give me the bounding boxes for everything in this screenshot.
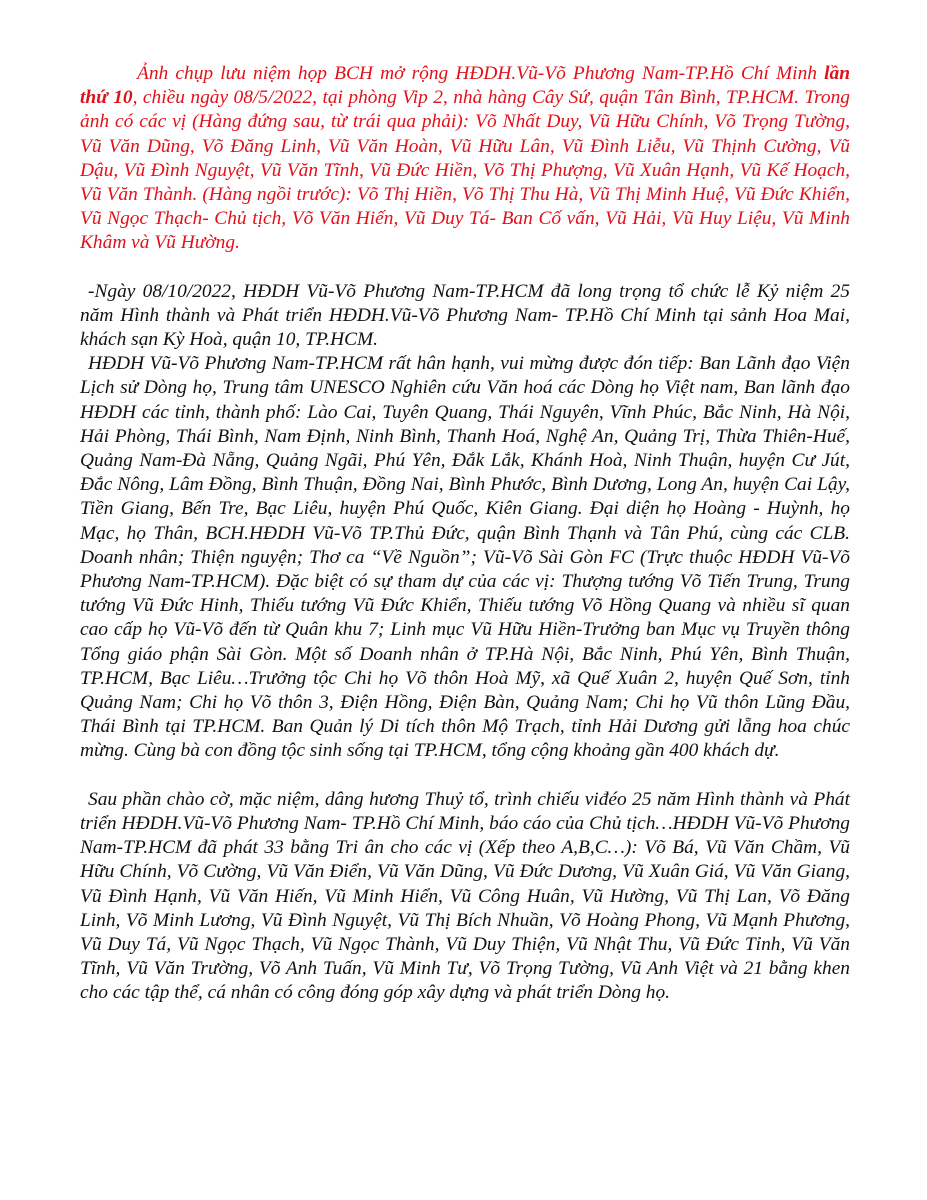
document-page — [80, 62, 850, 1006]
caption-text-end: , chiều ngày 08/5/2022, tại phòng Vip 2, nhà hàng Cây Sứ, quận Tân Bình, TP.HCM. Trong ảnh có các vị (Hàng đứng sau, từ trái qua phải): Võ Nhất Duy, Vũ Hữu Chính, Võ Trọng Tường, Vũ Văn Dũng, Võ Đăng Linh, Vũ Văn Hoàn, Vũ Hữu Lân, Vũ Đình Liễu, Vũ Thịnh Cường, Vũ Dậu, Vũ Đình Nguyệt, Vũ Văn Tĩnh, Vũ Đức Hiền, Võ Thị Phượng, Vũ Xuân Hạnh, Vũ Kế Hoạch, Vũ Văn Thành. (Hàng ngồi trước): Võ Thị Hiền, Võ Thị Thu Hà, Vũ Thị Minh Huệ, Vũ Đức Khiển, Vũ Ngọc Thạch- Chủ tịch, Võ Văn Hiến, Vũ Duy Tá- Ban Cố vấn, Vũ Hải, Vũ Huy Liệu, Vũ Minh Khâm và Vũ Hường. — [80, 87, 851, 254]
paragraph-spacer — [80, 764, 850, 788]
caption-bold-text: lần thứ 10 — [80, 63, 850, 109]
paragraph-guests: HĐDH Vũ-Võ Phương Nam-TP.HCM rất hân hạnh, vui mừng được đón tiếp: Ban Lãnh đạo Viện Lịch sử Dòng họ, Trung tâm UNESCO Nghiên cứu Văn hoá các Dòng họ Việt nam, Ban lãnh đạo HĐDH các tỉnh, thành phố: Lào Cai, Tuyên Quang, Thái Nguyên, Vĩnh Phúc, Bắc Ninh, Hà Nội, Hải Phòng, Thái Bình, Nam Định, Ninh Bình, Thanh Hoá, Nghệ An, Quảng Trị, Thừa Thiên-Huế, Quảng Nam-Đà Nẵng, Quảng Ngãi, Phú Yên, Đắk Lắk, Khánh Hoà, Ninh Thuận, huyện Cư Jút, Đắc Nông, Lâm Đồng, Bình Thuận, Đồng Nai, Bình Phước, Bình Dương, Long An, huyện Cai Lậy, Tiền Giang, Bến Tre, Bạc Liêu, huyện Phú Quốc, Kiên Giang. Đại diện họ Hoàng - Huỳnh, họ Mạc, họ Thân, BCH.HĐDH Vũ-Võ TP.Thủ Đức, quận Bình Thạnh và Tân Phú, cùng các CLB. Doanh nhân; Thiện nguyện; Thơ ca “Về Nguồn”; Vũ-Võ Sài Gòn FC (Trực thuộc HĐDH Vũ-Võ Phương Nam-TP.HCM). Đặc biệt có sự tham dự của các vị: Thượng tướng Võ Tiến Trung, Trung tướng Vũ Đức Hinh, Thiếu tướng Vũ Đức Khiển, Thiếu tướng Võ Hồng Quang và nhiều sĩ quan cao cấp họ Vũ-Võ đến từ Quân khu 7; Linh mục Vũ Hữu Hiền-Trưởng ban Mục vụ Truyền thông Tổng giáo phận Sài Gòn. Một số Doanh nhân ở TP.Hà Nội, Bắc Ninh, Phú Yên, Bình Thuận, TP.HCM, Bạc Liêu…Trưởng tộc Chi họ Võ thôn Hoà Mỹ, xã Quế Xuân 2, huyện Quế Sơn, tỉnh Quảng Nam; Chi họ Võ thôn 3, Điện Hồng, Điện Bàn, Quảng Nam; Chi họ Vũ thôn Lũng Đầu, Thái Bình tại TP.HCM. Ban Quản lý Di tích thôn Mộ Trạch, tỉnh Hải Dương gửi lẵng hoa chúc mừng. Cùng bà con đồng tộc sinh sống tại TP.HCM, tổng cộng khoảng gần 400 khách dự. — [80, 353, 850, 762]
caption-text-start: Ảnh chụp lưu niệm họp BCH mở rộng HĐDH.Vũ-Võ Phương Nam-TP.Hồ Chí Minh — [137, 63, 825, 84]
paragraph-awards: Sau phần chào cờ, mặc niệm, dâng hương Thuỷ tổ, trình chiếu viđéo 25 năm Hình thành và Phát triển HĐDH.Vũ-Võ Phương Nam- TP.Hồ Chí Minh, báo cáo của Chủ tịch…HĐDH Vũ-Võ Phương Nam-TP.HCM đã phát 33 bằng Tri ân cho các vị (Xếp theo A,B,C…): Võ Bá, Vũ Văn Chầm, Vũ Hữu Chính, Võ Cường, Vũ Văn Điển, Vũ Văn Dũng, Vũ Đức Dương, Vũ Xuân Giá, Vũ Văn Giang, Vũ Đình Hạnh, Vũ Văn Hiến, Vũ Minh Hiển, Vũ Công Huân, Vũ Hường, Vũ Thị Lan, Võ Đăng Linh, Võ Minh Lương, Vũ Đình Nguyệt, Vũ Thị Bích Nhuần, Võ Hoàng Phong, Vũ Mạnh Phương, Vũ Duy Tá, Vũ Ngọc Thạch, Vũ Ngọc Thành, Vũ Duy Thiện, Vũ Nhật Thu, Vũ Đức Tỉnh, Vũ Văn Tĩnh, Vũ Văn Trường, Võ Anh Tuấn, Vũ Minh Tư, Võ Trọng Tường, Vũ Anh Việt và 21 bằng khen cho các tập thể, cá nhân có công đóng góp xây dựng và phát triển Dòng họ. — [80, 788, 850, 1004]
paragraph-anniversary: -Ngày 08/10/2022, HĐDH Vũ-Võ Phương Nam-TP.HCM đã long trọng tổ chức lễ Kỷ niệm 25 năm Hình thành và Phát triển HĐDH.Vũ-Võ Phương Nam- TP.Hồ Chí Minh tại sảnh Hoa Mai, khách sạn Kỳ Hoà, quận 10, TP.HCM. — [80, 280, 850, 351]
photo-caption — [80, 62, 850, 256]
